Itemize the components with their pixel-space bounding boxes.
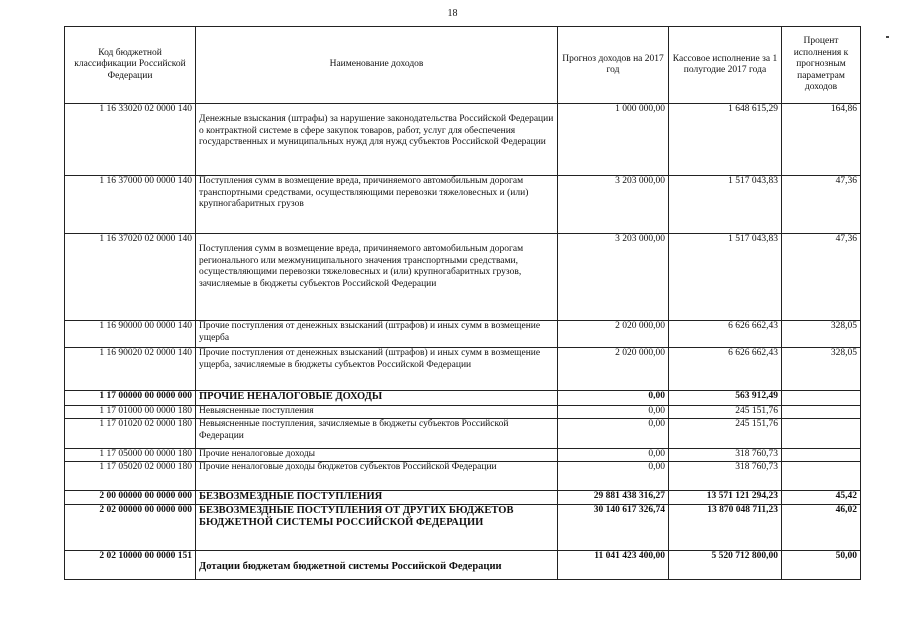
table-row (65, 491, 861, 505)
header-percent: Процент исполнения к прогнозным параметрам доходов (782, 27, 861, 104)
table-row (65, 449, 861, 462)
table-row (65, 406, 861, 419)
forecast-value: 2 020 000,00 (558, 321, 669, 348)
budget-code: 1 17 01000 00 0000 180 (65, 406, 196, 419)
revenue-table (64, 26, 861, 580)
table-row (65, 391, 861, 406)
percent-value: 46,02 (782, 505, 861, 551)
header-name: Наименование доходов (196, 27, 558, 104)
table-row (65, 176, 861, 234)
forecast-value: 3 203 000,00 (558, 234, 669, 321)
budget-code: 1 17 01020 02 0000 180 (65, 419, 196, 449)
table-row (65, 462, 861, 491)
percent-value (782, 419, 861, 449)
execution-value: 563 912,49 (669, 391, 782, 406)
income-name: Прочие неналоговые доходы бюджетов субъектов Российской Федерации (196, 462, 558, 491)
table-row (65, 104, 861, 176)
execution-value: 13 571 121 294,23 (669, 491, 782, 505)
percent-value: 50,00 (782, 551, 861, 580)
budget-code: 1 16 90000 00 0000 140 (65, 321, 196, 348)
table-row (65, 234, 861, 321)
budget-code: 2 02 00000 00 0000 000 (65, 505, 196, 551)
income-name: Поступления сумм в возмещение вреда, причиняемого автомобильным дорогам регионального или межмуниципального значения транспортными средствами, осуществляющими перевозки тяжеловесных и (или) крупногабаритных грузов, зачисляемые в бюджеты субъектов Российской Федерации (196, 234, 558, 321)
header-execution: Кассовое исполнение за 1 полугодие 2017 года (669, 27, 782, 104)
forecast-value: 3 203 000,00 (558, 176, 669, 234)
budget-code: 1 16 90020 02 0000 140 (65, 348, 196, 391)
scan-mark (886, 36, 889, 38)
forecast-value: 2 020 000,00 (558, 348, 669, 391)
header-code: Код бюджетной классификации Российской Федерации (65, 27, 196, 104)
budget-code: 2 02 10000 00 0000 151 (65, 551, 196, 580)
percent-value: 328,05 (782, 348, 861, 391)
percent-value: 45,42 (782, 491, 861, 505)
percent-value: 47,36 (782, 176, 861, 234)
income-name: Прочие поступления от денежных взысканий (штрафов) и иных сумм в возмещение ущерба (196, 321, 558, 348)
income-name: Невыясненные поступления, зачисляемые в бюджеты субъектов Российской Федерации (196, 419, 558, 449)
income-name: Дотации бюджетам бюджетной системы Российской Федерации (196, 551, 558, 580)
table-row (65, 321, 861, 348)
table-header-row (65, 27, 861, 104)
percent-value: 164,86 (782, 104, 861, 176)
forecast-value: 0,00 (558, 406, 669, 419)
percent-value (782, 449, 861, 462)
forecast-value: 0,00 (558, 391, 669, 406)
execution-value: 245 151,76 (669, 406, 782, 419)
table-row (65, 348, 861, 391)
budget-code: 1 16 37000 00 0000 140 (65, 176, 196, 234)
table-row (65, 551, 861, 580)
execution-value: 6 626 662,43 (669, 321, 782, 348)
forecast-value: 0,00 (558, 419, 669, 449)
budget-code: 1 16 37020 02 0000 140 (65, 234, 196, 321)
table-row (65, 505, 861, 551)
forecast-value: 11 041 423 400,00 (558, 551, 669, 580)
forecast-value: 0,00 (558, 449, 669, 462)
table-row (65, 419, 861, 449)
header-forecast: Прогноз доходов на 2017 год (558, 27, 669, 104)
income-name: Прочие неналоговые доходы (196, 449, 558, 462)
execution-value: 1 517 043,83 (669, 176, 782, 234)
forecast-value: 1 000 000,00 (558, 104, 669, 176)
execution-value: 1 648 615,29 (669, 104, 782, 176)
income-name: ПРОЧИЕ НЕНАЛОГОВЫЕ ДОХОДЫ (196, 391, 558, 406)
percent-value (782, 462, 861, 491)
budget-code: 1 17 05000 00 0000 180 (65, 449, 196, 462)
forecast-value: 29 881 438 316,27 (558, 491, 669, 505)
forecast-value: 30 140 617 326,74 (558, 505, 669, 551)
execution-value: 318 760,73 (669, 449, 782, 462)
execution-value: 13 870 048 711,23 (669, 505, 782, 551)
percent-value (782, 391, 861, 406)
page-number: 18 (447, 8, 458, 19)
execution-value: 5 520 712 800,00 (669, 551, 782, 580)
forecast-value: 0,00 (558, 462, 669, 491)
income-name: Денежные взыскания (штрафы) за нарушение законодательства Российской Федерации о контрактной системе в сфере закупок товаров, работ, услуг для обеспечения государственных и муниципальных нужд для нужд субъектов Российской Федерации (196, 104, 558, 176)
execution-value: 318 760,73 (669, 462, 782, 491)
percent-value: 328,05 (782, 321, 861, 348)
income-name: Прочие поступления от денежных взысканий (штрафов) и иных сумм в возмещение ущерба, зачисляемые в бюджеты субъектов Российской Федерации (196, 348, 558, 391)
income-name: Поступления сумм в возмещение вреда, причиняемого автомобильным дорогам транспортными средствами, осуществляющими перевозки тяжеловесных и (или) крупногабаритных грузов (196, 176, 558, 234)
execution-value: 6 626 662,43 (669, 348, 782, 391)
percent-value: 47,36 (782, 234, 861, 321)
execution-value: 1 517 043,83 (669, 234, 782, 321)
budget-code: 2 00 00000 00 0000 000 (65, 491, 196, 505)
percent-value (782, 406, 861, 419)
income-name: БЕЗВОЗМЕЗДНЫЕ ПОСТУПЛЕНИЯ (196, 491, 558, 505)
execution-value: 245 151,76 (669, 419, 782, 449)
income-name: БЕЗВОЗМЕЗДНЫЕ ПОСТУПЛЕНИЯ ОТ ДРУГИХ БЮДЖЕТОВ БЮДЖЕТНОЙ СИСТЕМЫ РОССИЙСКОЙ ФЕДЕРАЦИИ (196, 505, 558, 551)
income-name: Невыясненные поступления (196, 406, 558, 419)
budget-code: 1 17 00000 00 0000 000 (65, 391, 196, 406)
budget-code: 1 17 05020 02 0000 180 (65, 462, 196, 491)
budget-code: 1 16 33020 02 0000 140 (65, 104, 196, 176)
